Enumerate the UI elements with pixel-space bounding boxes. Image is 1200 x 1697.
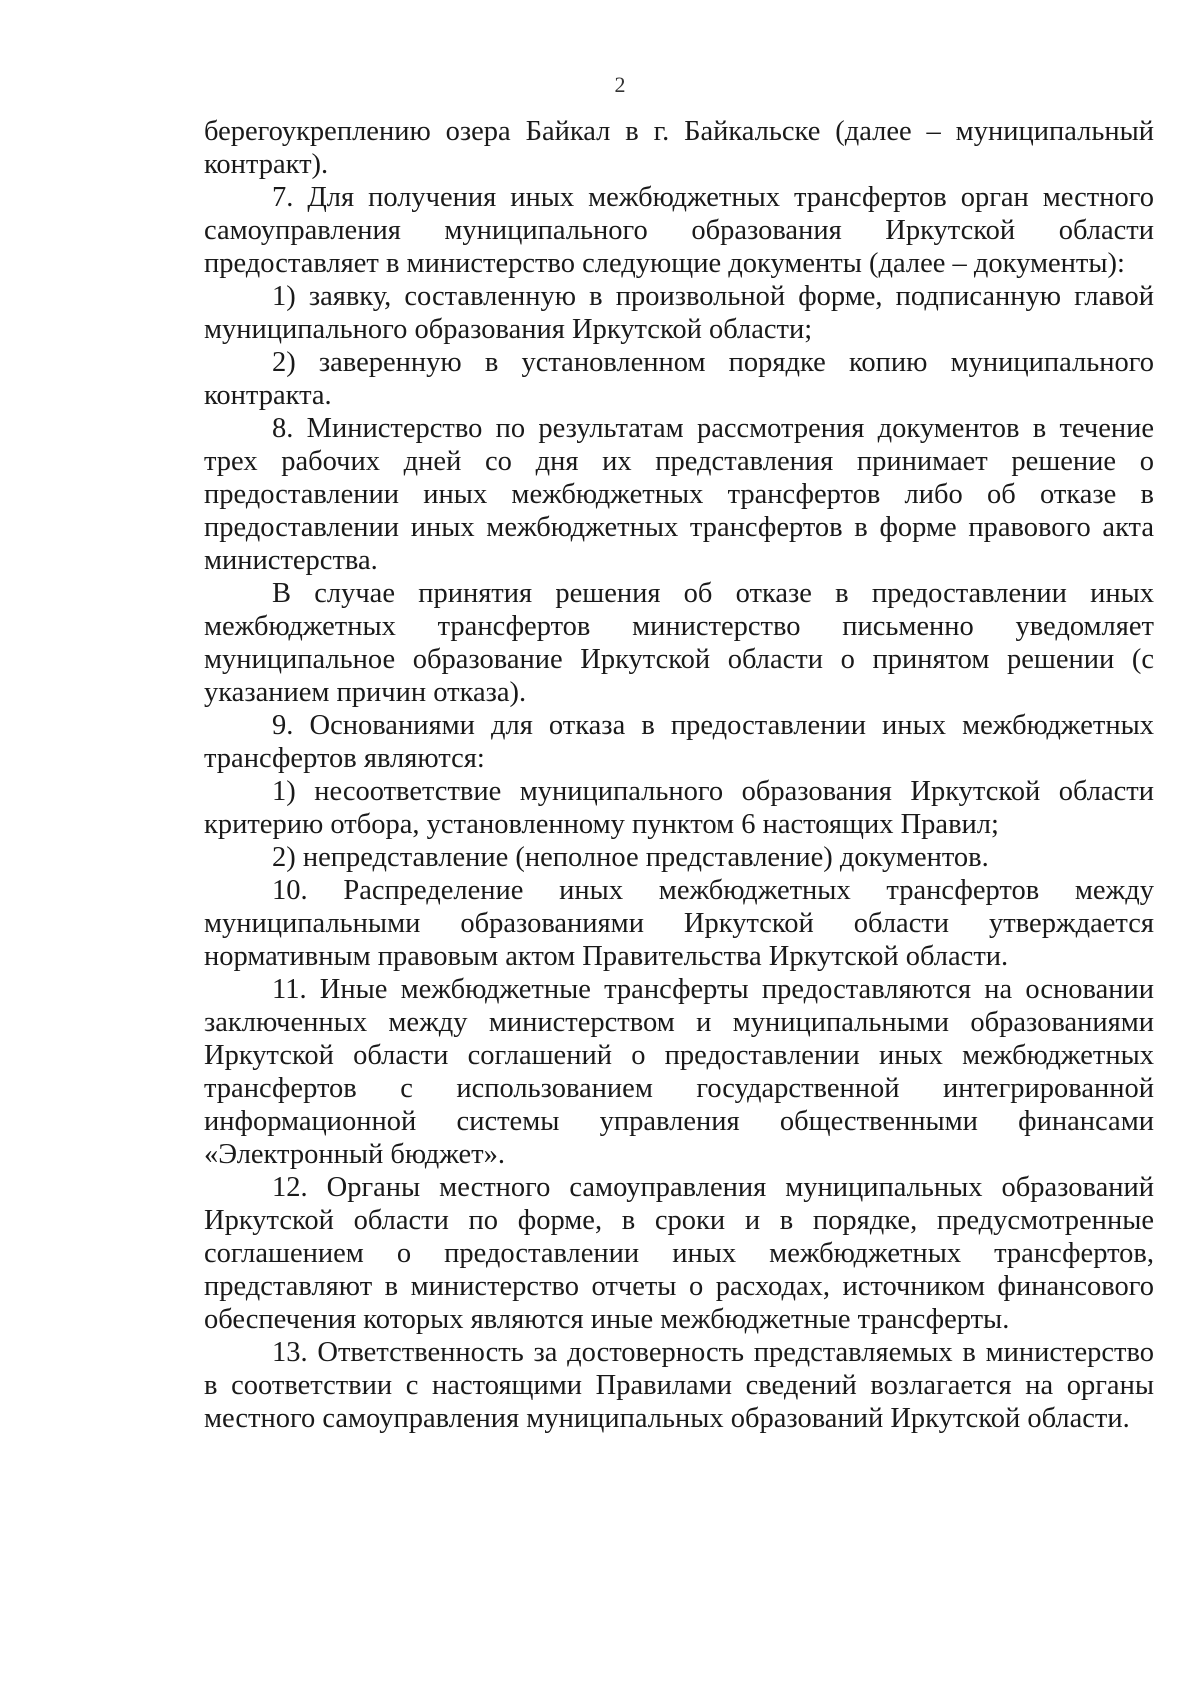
paragraph-11: 11. Иные межбюджетные трансферты предоставляются на основании заключенных между министерством и муниципальными образованиями Иркутской области соглашений о предоставлении иных межбюджетных трансфертов с использованием государственной интегрированной информационной системы управления общественными финансами «Электронный бюджет». — [204, 974, 1154, 1170]
paragraph-7-item-2: 2) заверенную в установленном порядке копию муниципального контракта. — [204, 347, 1154, 411]
paragraph-9-item-1: 1) несоответствие муниципального образования Иркутской области критерию отбора, установленному пунктом 6 настоящих Правил; — [204, 776, 1154, 840]
page-number: 2 — [614, 72, 626, 97]
paragraph-continuation: берегоукреплению озера Байкал в г. Байкальске (далее – муниципальный контракт). — [204, 116, 1154, 180]
paragraph-10: 10. Распределение иных межбюджетных трансфертов между муниципальными образованиями Иркутской области утверждается нормативным правовым актом Правительства Иркутской области. — [204, 875, 1154, 972]
paragraph-7-item-1: 1) заявку, составленную в произвольной форме, подписанную главой муниципального образования Иркутской области; — [204, 281, 1154, 345]
paragraph-8-refusal: В случае принятия решения об отказе в предоставлении иных межбюджетных трансфертов министерство письменно уведомляет муниципальное образование Иркутской области о принятом решении (с указанием причин отказа). — [204, 578, 1154, 708]
paragraph-8: 8. Министерство по результатам рассмотрения документов в течение трех рабочих дней со дня их представления принимает решение о предоставлении иных межбюджетных трансфертов либо об отказе в предоставлении иных межбюджетных трансфертов в форме правового акта министерства. — [204, 413, 1154, 576]
paragraph-13: 13. Ответственность за достоверность представляемых в министерство в соответствии с настоящими Правилами сведений возлагается на органы местного самоуправления муниципальных образований Иркутской области. — [204, 1337, 1154, 1434]
document-body — [204, 115, 1154, 1435]
paragraph-9: 9. Основаниями для отказа в предоставлении иных межбюджетных трансфертов являются: — [204, 710, 1154, 774]
paragraph-9-item-2: 2) непредставление (неполное представление) документов. — [272, 842, 989, 873]
paragraph-12: 12. Органы местного самоуправления муниципальных образований Иркутской области по форме, в сроки и в порядке, предусмотренные соглашением о предоставлении иных межбюджетных трансфертов, представляют в министерство отчеты о расходах, источником финансового обеспечения которых являются иные межбюджетные трансферты. — [204, 1172, 1154, 1335]
paragraph-7: 7. Для получения иных межбюджетных трансфертов орган местного самоуправления муниципального образования Иркутской области предоставляет в министерство следующие документы (далее – документы): — [204, 182, 1154, 279]
